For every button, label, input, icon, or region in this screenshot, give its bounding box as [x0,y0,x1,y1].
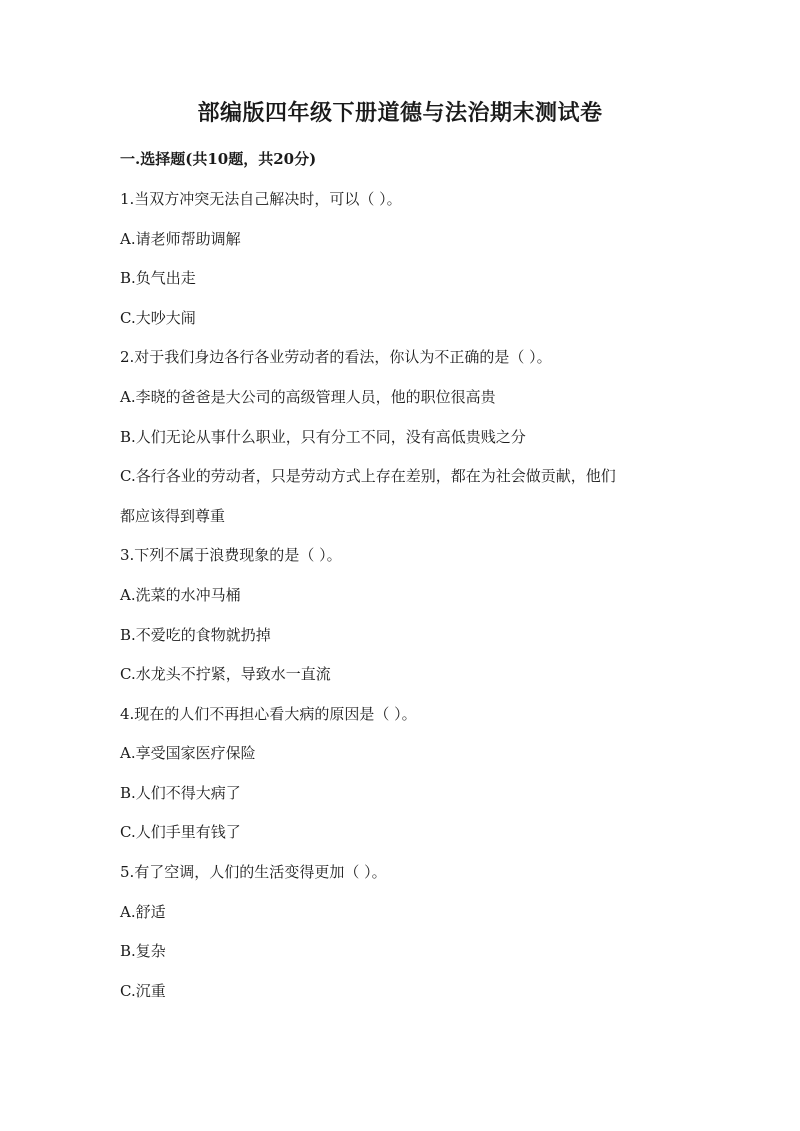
question-5-stem: 5.有了空调，人们的生活变得更加（ ）。 [120,863,387,881]
question-2-option-c: C.各行各业的劳动者，只是劳动方式上存在差别，都在为社会做贡献，他们 [120,467,616,485]
question-5-option-c: C.沉重 [120,982,166,1000]
question-2-option-a: A.李晓的爸爸是大公司的高级管理人员，他的职位很高贵 [120,388,496,406]
question-5-option-b: B.复杂 [120,942,166,960]
question-1-option-a: A.请老师帮助调解 [120,230,241,248]
question-3-option-b: B.不爱吃的食物就扔掉 [120,626,271,644]
question-4-option-a: A.享受国家医疗保险 [120,744,256,762]
question-3-option-c: C.水龙头不拧紧，导致水一直流 [120,665,331,683]
question-2-option-b: B.人们无论从事什么职业，只有分工不同，没有高低贵贱之分 [120,428,526,446]
exam-title: 部编版四年级下册道德与法治期末测试卷 [197,100,603,126]
question-4-option-c: C.人们手里有钱了 [120,823,241,841]
question-2-option-c-continued: 都应该得到尊重 [120,507,226,525]
question-3-stem: 3.下列不属于浪费现象的是（ ）。 [120,546,342,564]
section-heading: 一.选择题(共10题，共20分) [120,150,317,168]
question-1-stem: 1.当双方冲突无法自己解决时，可以（ ）。 [120,190,402,208]
question-3-option-a: A.洗菜的水冲马桶 [120,586,241,604]
question-1-option-c: C.大吵大闹 [120,309,196,327]
question-5-option-a: A.舒适 [120,903,166,921]
question-4-option-b: B.人们不得大病了 [120,784,241,802]
question-2-stem: 2.对于我们身边各行各业劳动者的看法，你认为不正确的是（ ）。 [120,348,552,366]
question-4-stem: 4.现在的人们不再担心看大病的原因是（ ）。 [120,705,417,723]
question-1-option-b: B.负气出走 [120,269,196,287]
